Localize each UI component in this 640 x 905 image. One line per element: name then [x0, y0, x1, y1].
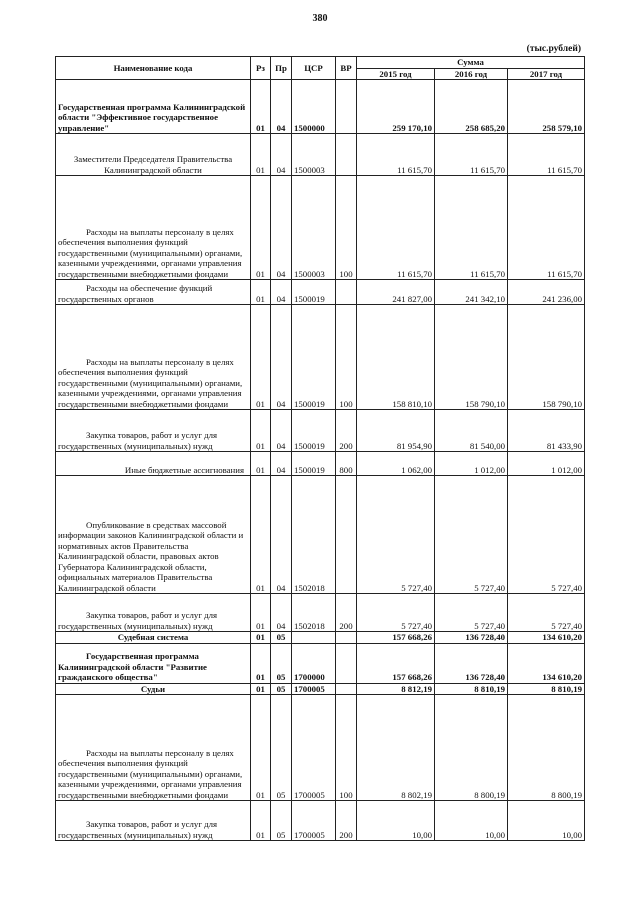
row-rz: 01: [251, 410, 271, 452]
row-name: Судьи: [56, 683, 251, 695]
row-csr: 1700005: [292, 695, 336, 801]
row-pr: 05: [271, 643, 292, 683]
header-2015: 2015 год: [357, 68, 435, 80]
row-name: [56, 410, 251, 452]
row-name: Иные бюджетные ассигнования: [56, 452, 251, 476]
row-csr: 1700005: [292, 683, 336, 695]
header-name: Наименование кода: [56, 57, 251, 80]
row-csr: 1700005: [292, 801, 336, 841]
row-name: [56, 801, 251, 841]
row-2015: 5 727,40: [357, 476, 435, 594]
row-2017: 258 579,10: [508, 80, 585, 134]
row-2017: 241 236,00: [508, 280, 585, 305]
row-rz: 01: [251, 176, 271, 280]
header-pr: Пр: [271, 57, 292, 80]
row-pr: 04: [271, 476, 292, 594]
header-2016: 2016 год: [435, 68, 508, 80]
row-vr: [336, 280, 357, 305]
row-vr: [336, 632, 357, 644]
row-pr: 04: [271, 410, 292, 452]
row-vr: [336, 134, 357, 176]
row-2016: 5 727,40: [435, 476, 508, 594]
row-pr: 04: [271, 452, 292, 476]
row-2017: 5 727,40: [508, 594, 585, 632]
row-name-text: Закупка товаров, работ и услуг для государственных (муниципальных) нужд: [58, 610, 218, 631]
page-number: 380: [312, 13, 328, 24]
row-name-text: Расходы на выплаты персоналу в целях обеспечения выполнения функций государственными (муниципальными) органами, казенными учреждениями, органами управления государственными внебюджетными фондами: [58, 747, 243, 800]
row-2016: 81 540,00: [435, 410, 508, 452]
row-name: [56, 280, 251, 305]
row-2016: 5 727,40: [435, 594, 508, 632]
row-name: [56, 305, 251, 410]
row-rz: 01: [251, 80, 271, 134]
row-pr: 05: [271, 632, 292, 644]
row-name-text: Государственная программа Калининградской области "Развитие гражданского общества": [58, 651, 207, 682]
row-2017: 8 810,19: [508, 683, 585, 695]
row-vr: 100: [336, 695, 357, 801]
row-name: [56, 176, 251, 280]
row-vr: 200: [336, 410, 357, 452]
row-pr: 04: [271, 80, 292, 134]
row-2015: 11 615,70: [357, 134, 435, 176]
row-vr: 800: [336, 452, 357, 476]
header-csr: ЦСР: [292, 57, 336, 80]
row-csr: 1500019: [292, 280, 336, 305]
table-row: [56, 452, 585, 476]
row-2016: 11 615,70: [435, 176, 508, 280]
row-rz: 01: [251, 305, 271, 410]
row-pr: 04: [271, 280, 292, 305]
row-2016: 241 342,10: [435, 280, 508, 305]
row-rz: 01: [251, 632, 271, 644]
row-2017: 11 615,70: [508, 176, 585, 280]
row-vr: [336, 643, 357, 683]
row-2016: 11 615,70: [435, 134, 508, 176]
row-rz: 01: [251, 683, 271, 695]
row-csr: 1500003: [292, 176, 336, 280]
row-2016: 136 728,40: [435, 643, 508, 683]
row-2017: 81 433,90: [508, 410, 585, 452]
row-2016: 258 685,20: [435, 80, 508, 134]
row-vr: [336, 476, 357, 594]
row-vr: 200: [336, 801, 357, 841]
row-rz: 01: [251, 452, 271, 476]
row-2017: 10,00: [508, 801, 585, 841]
row-2015: 1 062,00: [357, 452, 435, 476]
row-vr: 200: [336, 594, 357, 632]
row-rz: 01: [251, 801, 271, 841]
row-2017: 8 800,19: [508, 695, 585, 801]
row-name-text: Закупка товаров, работ и услуг для государственных (муниципальных) нужд: [58, 819, 218, 840]
row-2016: 8 800,19: [435, 695, 508, 801]
table-row: [56, 632, 585, 644]
table-row: [56, 643, 585, 683]
row-2017: 134 610,20: [508, 632, 585, 644]
row-rz: 01: [251, 695, 271, 801]
row-name-text: Расходы на выплаты персоналу в целях обеспечения выполнения функций государственными (муниципальными) органами, казенными учреждениями, органами управления государственными внебюджетными фондами: [58, 226, 243, 279]
row-vr: [336, 683, 357, 695]
row-name: Судебная система: [56, 632, 251, 644]
row-vr: 100: [336, 305, 357, 410]
row-name: [56, 476, 251, 594]
row-2016: 8 810,19: [435, 683, 508, 695]
row-name: [56, 643, 251, 683]
table-row: [56, 410, 585, 452]
row-csr: 1502018: [292, 476, 336, 594]
table-row: [56, 305, 585, 410]
row-2015: 81 954,90: [357, 410, 435, 452]
row-2017: 5 727,40: [508, 476, 585, 594]
row-2017: 134 610,20: [508, 643, 585, 683]
row-2015: 8 802,19: [357, 695, 435, 801]
row-name: Государственная программа Калининградской области "Эффективное государственное управление": [56, 80, 251, 134]
row-name: [56, 594, 251, 632]
table-row: [56, 594, 585, 632]
row-2015: 10,00: [357, 801, 435, 841]
row-pr: 05: [271, 801, 292, 841]
row-2015: 241 827,00: [357, 280, 435, 305]
row-2015: 259 170,10: [357, 80, 435, 134]
row-2017: 11 615,70: [508, 134, 585, 176]
header-vr: ВР: [336, 57, 357, 80]
row-csr: 1500003: [292, 134, 336, 176]
row-rz: 01: [251, 594, 271, 632]
row-2017: 1 012,00: [508, 452, 585, 476]
row-2015: 8 812,19: [357, 683, 435, 695]
row-csr: 1500019: [292, 410, 336, 452]
header-2017: 2017 год: [508, 68, 585, 80]
row-csr: 1700000: [292, 643, 336, 683]
row-pr: 05: [271, 695, 292, 801]
header-rz: Рз: [251, 57, 271, 80]
row-vr: [336, 80, 357, 134]
row-pr: 04: [271, 176, 292, 280]
table-row: [56, 683, 585, 695]
row-name-text: Расходы на выплаты персоналу в целях обеспечения выполнения функций государственными (муниципальными) органами, казенными учреждениями, органами управления государственными внебюджетными фондами: [58, 356, 243, 409]
table-row: [56, 801, 585, 841]
row-rz: 01: [251, 476, 271, 594]
row-pr: 04: [271, 594, 292, 632]
row-rz: 01: [251, 280, 271, 305]
row-2015: 158 810,10: [357, 305, 435, 410]
row-2016: 158 790,10: [435, 305, 508, 410]
row-2016: 1 012,00: [435, 452, 508, 476]
row-2015: 157 668,26: [357, 643, 435, 683]
row-name: [56, 695, 251, 801]
header-sum: Сумма: [357, 57, 585, 69]
row-name-text: Опубликование в средствах массовой информации законов Калининградской области и нормативных актов Правительства Калининградской области, правовых актов Губернатора Калининградской области, официальных материалов Правительства Калининградской области: [58, 519, 244, 593]
table-row: [56, 176, 585, 280]
row-2015: 157 668,26: [357, 632, 435, 644]
row-csr: 1500000: [292, 80, 336, 134]
row-rz: 01: [251, 643, 271, 683]
budget-table: [55, 56, 585, 841]
row-2015: 5 727,40: [357, 594, 435, 632]
units-label: (тыс.рублей): [526, 44, 581, 54]
table-row: [56, 476, 585, 594]
row-2017: 158 790,10: [508, 305, 585, 410]
row-name-text: Закупка товаров, работ и услуг для государственных (муниципальных) нужд: [58, 430, 218, 451]
row-pr: 04: [271, 305, 292, 410]
row-csr: [292, 632, 336, 644]
row-2016: 10,00: [435, 801, 508, 841]
table-row: [56, 280, 585, 305]
row-2016: 136 728,40: [435, 632, 508, 644]
row-2015: 11 615,70: [357, 176, 435, 280]
row-csr: 1502018: [292, 594, 336, 632]
row-name-text: Расходы на обеспечение функций государственных органов: [58, 283, 213, 304]
row-vr: 100: [336, 176, 357, 280]
row-rz: 01: [251, 134, 271, 176]
table-row: [56, 695, 585, 801]
row-pr: 05: [271, 683, 292, 695]
row-name: Заместители Председателя Правительства Калининградской области: [56, 134, 251, 176]
row-csr: 1500019: [292, 305, 336, 410]
row-pr: 04: [271, 134, 292, 176]
table-row: [56, 80, 585, 134]
row-csr: 1500019: [292, 452, 336, 476]
table-row: [56, 134, 585, 176]
